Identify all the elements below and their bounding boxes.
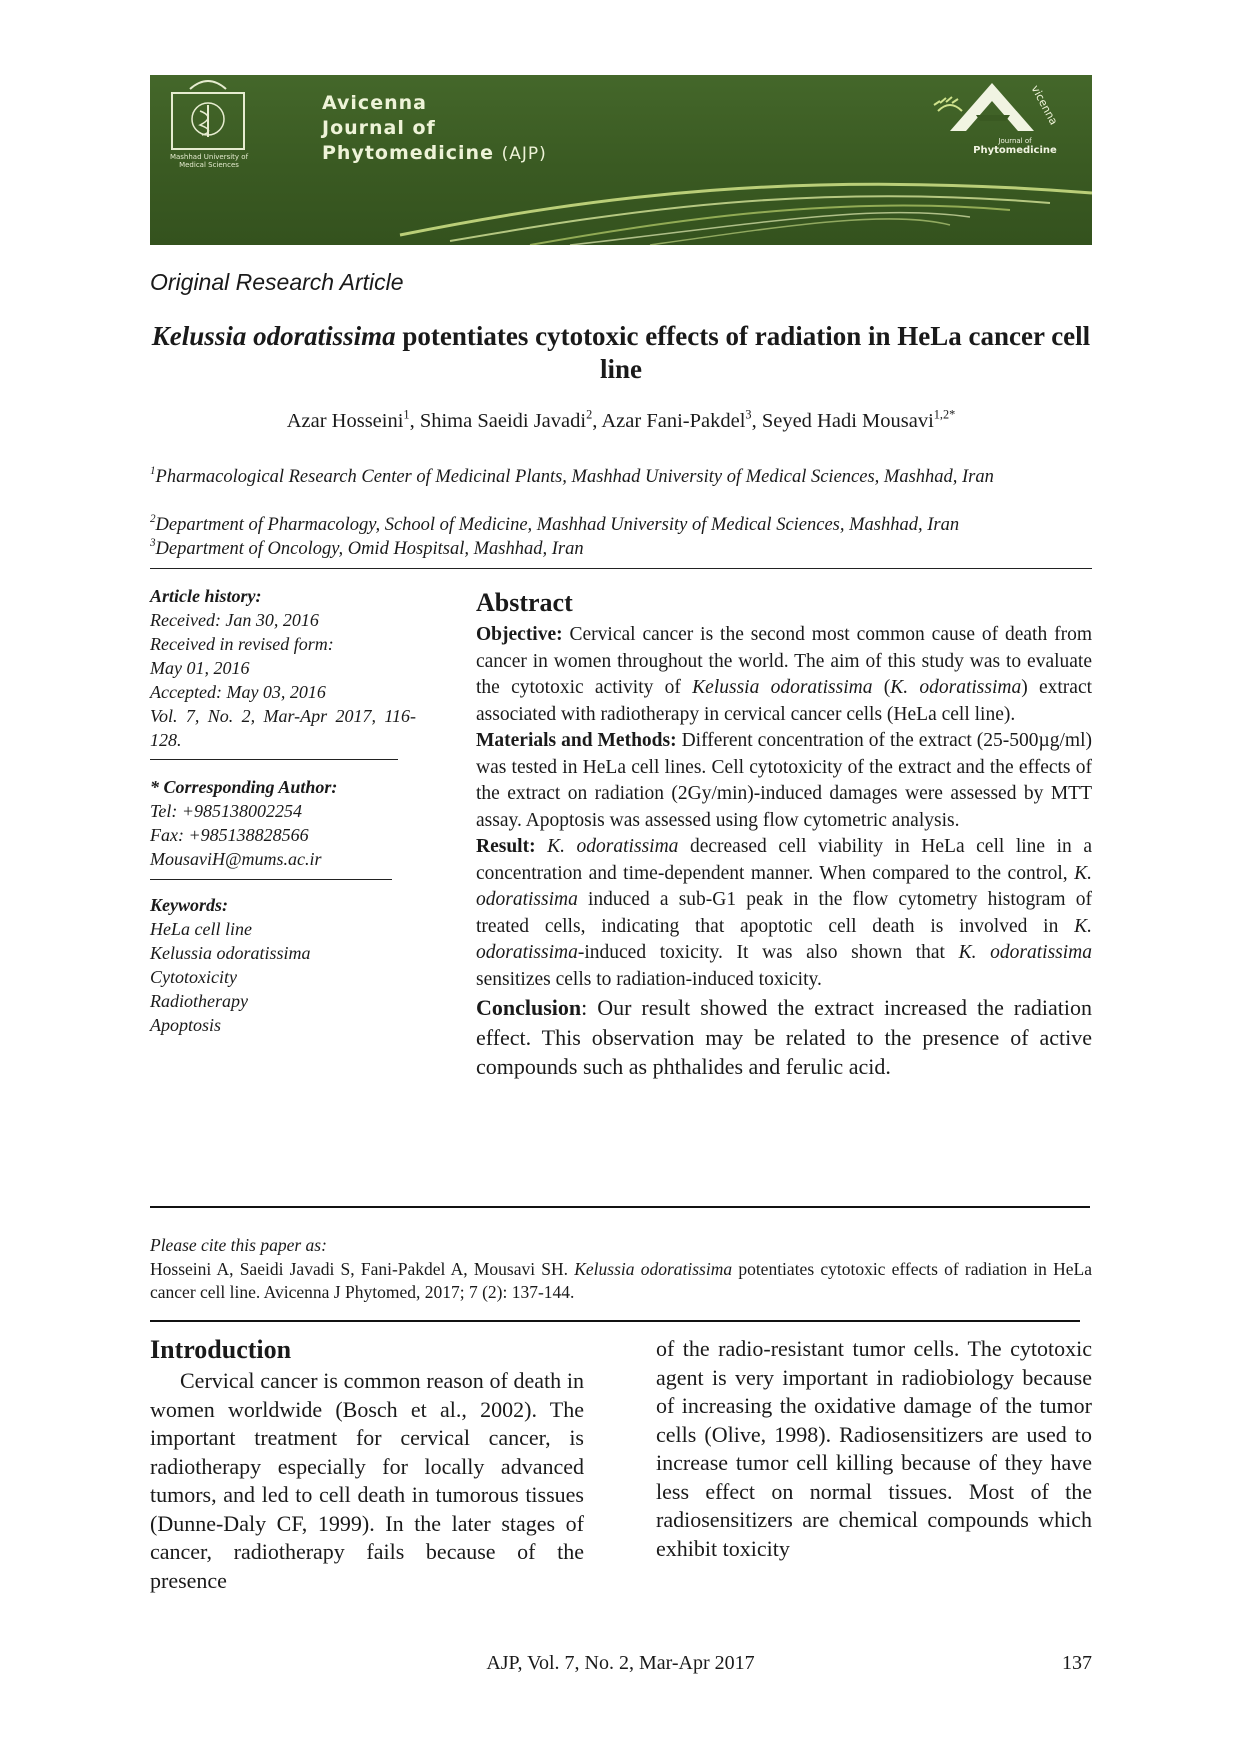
corresponding-author: * Corresponding Author: Tel: +985138002254 Fax: +985138828566 MousaviH@mums.ac.ir xyxy=(150,777,338,869)
history-label: Article history: xyxy=(150,586,262,606)
divider xyxy=(150,568,1092,569)
divider xyxy=(150,879,392,880)
article-type: Original Research Article xyxy=(150,269,404,295)
introduction-heading: Introduction xyxy=(150,1335,292,1364)
abstract-conclusion: Conclusion: Our result showed the extract increased the radiation effect. This observation may be related to the presence of active compounds such as phthalides and ferulic acid. xyxy=(476,995,1092,1079)
email-link[interactable]: MousaviH@mums.ac.ir xyxy=(150,849,322,869)
abstract-heading: Abstract xyxy=(476,588,573,617)
affiliation-3: $^3$Department of Oncology, Omid Hospitsal, Mashhad, Iran xyxy=(150,537,584,559)
journal-name xyxy=(322,91,547,167)
banner-swoosh-graphic xyxy=(150,75,1092,245)
abstract-methods: Materials and Methods: Different concentration of the extract (25-500µg/ml) was tested in HeLa cell lines. Cell cytotoxicity of the extract and the effects of the extract on radiation (2Gy/min)-induced damages were assessed by MTT assay. Apoptosis was assessed using flow cytometric analysis. xyxy=(476,730,1092,831)
author-list: Azar Hosseini$^1$, Shima Saeidi Javadi$^2$, Azar Fani-Pakdel$^3$, Seyed Hadi Mousavi$^{1,2*}$ xyxy=(286,407,956,432)
divider xyxy=(150,759,398,760)
keyword: Kelussia odoratissima xyxy=(150,943,311,963)
divider xyxy=(150,1320,1080,1322)
keyword: Radiotherapy xyxy=(150,991,248,1011)
university-emblem-icon xyxy=(172,81,244,149)
keywords xyxy=(150,893,418,1037)
right-logo-caption: Journal of Phytomedicine xyxy=(973,137,1057,156)
abstract-body xyxy=(476,622,1092,1082)
affiliation-1: $^1$Pharmacological Research Center of Medicinal Plants, Mashhad University of Medical Sciences, Mashhad, Iran xyxy=(150,465,994,487)
cite-label: Please cite this paper as: xyxy=(150,1235,327,1255)
keyword: Cytotoxicity xyxy=(150,967,237,987)
logo-arc-text: vicenna xyxy=(1028,83,1061,128)
journal-name-line1: Avicenna xyxy=(322,92,427,114)
citation-text: Hosseini A, Saeidi Javadi S, Fani-Pakdel A, Mousavi SH. Kelussia odoratissima potentiates cytotoxic effects of radiation in HeLa cancer cell line. Avicenna J Phytomed, 2017; 7 (2): 137-144. xyxy=(150,1259,1092,1302)
paper-title: Kelussia odoratissima potentiates cytotoxic effects of radiation in HeLa cancer cell line xyxy=(151,321,1091,384)
journal-name-line3: Phytomedicine (AJP) xyxy=(322,142,547,164)
journal-banner xyxy=(150,75,1092,245)
keywords-label: Keywords: xyxy=(150,895,228,915)
footer-journal: AJP, Vol. 7, No. 2, Mar-Apr 2017 xyxy=(486,1652,755,1674)
university-caption: Mashhad University of Medical Sciences xyxy=(169,153,249,169)
affiliation-2: $^2$Department of Pharmacology, School of Medicine, Mashhad University of Medical Sciences, Mashhad, Iran xyxy=(150,513,960,535)
journal-name-line2: Journal of xyxy=(322,117,436,139)
page-number: 137 xyxy=(1062,1652,1092,1674)
vicenna-logo-icon xyxy=(934,83,1034,131)
abstract-result: Result: K. odoratissima decreased cell viability in HeLa cell line in a concentration and time-dependent manner. When compared to the control, K. odoratissima induced a sub-G1 peak in the flow cytometry histogram of treated cells, indicating that apoptotic cell death is involved in K. odoratissima-induced toxicity. It was also shown that K. odoratissima sensitizes cells to radiation-induced toxicity. xyxy=(476,836,1093,990)
article-history: Article history: Received: Jan 30, 2016 Received in revised form: May 01, 2016 Accepted: May 03, 2016 Vol. 7, No. 2, Mar-Apr 2017, 116-128. xyxy=(150,586,416,750)
introduction-left-column: Cervical cancer is common reason of death in women worldwide (Bosch et al., 2002). The important treatment for cervical cancer, is radiotherapy especially for locally advanced tumors, and led to cell death in tumorous tissues (Dunne-Daly CF, 1999). In the later stages of cancer, radiotherapy fails because of the presence xyxy=(150,1368,584,1593)
keyword: HeLa cell line xyxy=(150,919,252,939)
corresponding-label: * Corresponding Author: xyxy=(150,777,338,797)
divider xyxy=(150,1206,1090,1208)
keyword: Apoptosis xyxy=(150,1015,222,1035)
introduction-right-column: of the radio-resistant tumor cells. The cytotoxic agent is very important in radiobiology because of increasing the oxidative damage of the tumor cells (Olive, 1998). Radiosensitizers are used to increase tumor cell killing because of they have less effect on normal tissues. Most of the radiosensitizers are chemical compounds which exhibit toxicity xyxy=(656,1336,1092,1561)
abstract-objective: Objective: Cervical cancer is the second most common cause of death from cancer in women throughout the world. The aim of this study was to evaluate the cytotoxic activity of Kelussia odoratissima (K. odoratissima) extract associated with radiotherapy in cervical cancer cells (HeLa cell line). xyxy=(476,624,1093,725)
